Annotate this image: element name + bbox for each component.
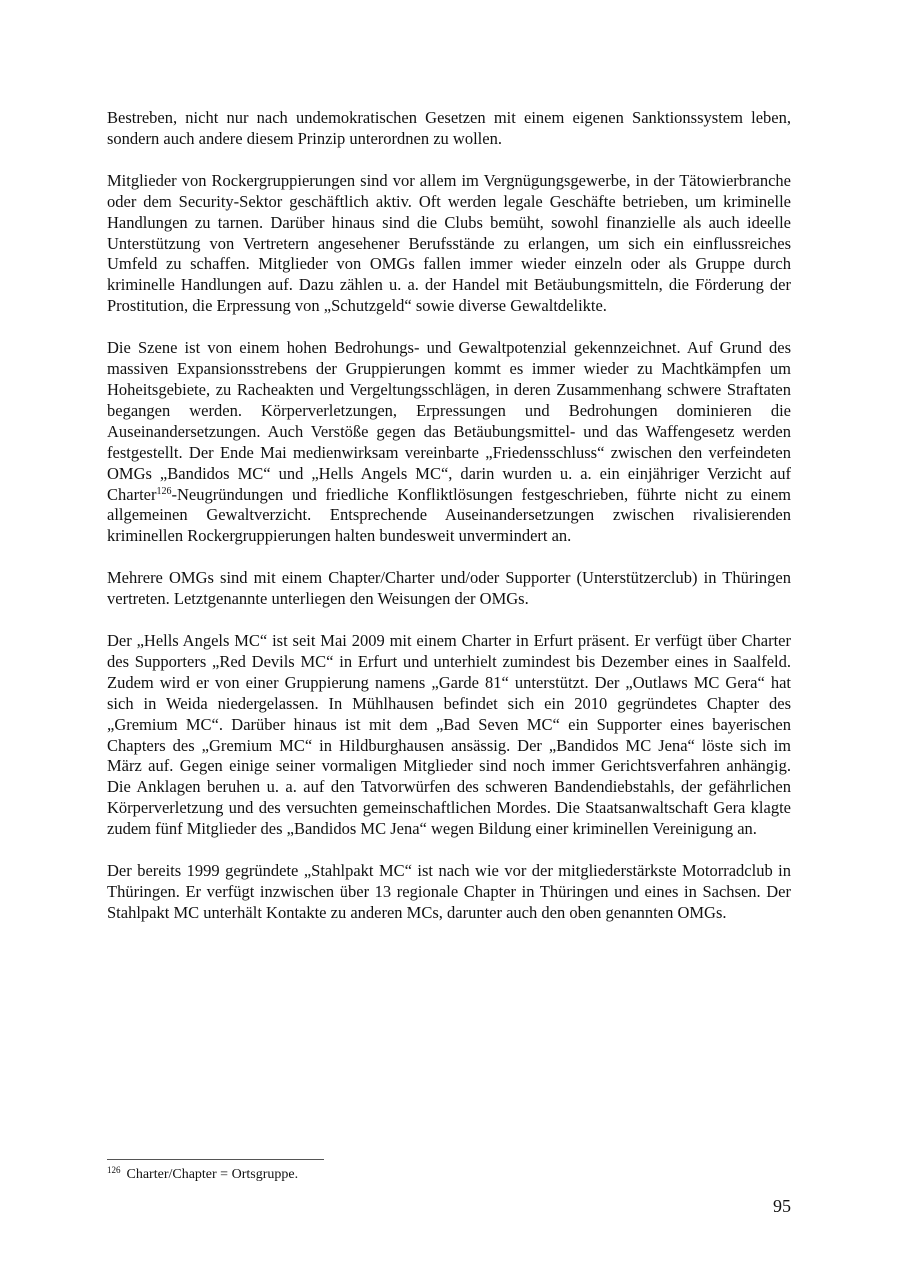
paragraph-6: Der bereits 1999 gegründete „Stahlpakt MC“ ist nach wie vor der mitgliederstärkste Motorradclub in Thüringen. Er verfügt inzwischen über 13 regionale Chapter in Thüringen und eines in Sachsen. Der Stahlpakt MC unterhält Kontakte zu anderen MCs, darunter auch den oben genannten OMGs. (107, 861, 791, 922)
footnote (107, 1166, 298, 1184)
paragraph-1: Bestreben, nicht nur nach undemokratischen Gesetzen mit einem eigenen Sanktionssystem leben, sondern auch andere diesem Prinzip unterordnen zu wollen. (107, 108, 791, 148)
paragraph-4: Mehrere OMGs sind mit einem Chapter/Charter und/oder Supporter (Unterstützerclub) in Thüringen vertreten. Letztgenannte unterliegen den Weisungen der OMGs. (107, 568, 791, 609)
footnote-text: Charter/Chapter = Ortsgruppe. (126, 1167, 299, 1182)
footnote-reference[interactable]: 126 (156, 485, 172, 497)
paragraph-3 (107, 338, 791, 547)
paragraph-3-text-before: Die Szene ist von einem hohen Bedrohungs- und Gewaltpotenzial gekennzeichnet. Auf Grund des massiven Expansionsstrebens der Gruppierungen kommt es immer wieder zu Machtkämpfen um Hoheitsgebiete, zu Racheakten und Vergeltungsschlägen, in deren Zusammenhang schwere Straftaten begangen werden. Körperverletzungen, Erpressungen und Bedrohungen dominieren die Auseinandersetzungen. Auch Verstöße gegen das Betäubungsmittel- und das Waffengesetz werden festgestellt. Der Ende Mai medienwirksam vereinbarte „Friedensschluss“ zwischen den verfeindeten OMGs „Bandidos MC“ und „Hells Angels MC“, darin wurden u. a. ein einjähriger Verzicht auf Charter (107, 338, 791, 504)
paragraph-5: Der „Hells Angels MC“ ist seit Mai 2009 mit einem Charter in Erfurt präsent. Er verfügt über Charter des Supporters „Red Devils MC“ in Erfurt und unterhielt zumindest bis Dezember eines in Saalfeld. Zudem wird er von einer Gruppierung namens „Garde 81“ unterstützt. Der „Outlaws MC Gera“ hat sich in Weida niedergelassen. In Mühlhausen befindet sich ein 2010 gegründetes Chapter des „Gremium MC“. Darüber hinaus ist mit dem „Bad Seven MC“ ein Supporter eines bayerischen Chapters des „Gremium MC“ in Hildburghausen ansässig. Der „Bandidos MC Jena“ löste sich im März auf. Gegen einige seiner vormaligen Mitglieder sind noch immer Gerichtsverfahren anhängig. Die Anklagen beruhen u. a. auf den Tatvorwürfen des schweren Bandendiebstahls, der gefährlichen Körperverletzung und des versuchten gemeinschaftlichen Mordes. Die Staatsanwaltschaft Gera klagte zudem fünf Mitglieder des „Bandidos MC Jena“ wegen Bildung einer kriminellen Vereinigung an. (107, 631, 791, 839)
footnote-divider (107, 1159, 324, 1160)
page-number: 95 (773, 1196, 791, 1216)
footnote-number: 126 (107, 1165, 121, 1175)
paragraph-2: Mitglieder von Rockergruppierungen sind vor allem im Vergnügungsgewerbe, in der Tätowierbranche oder dem Security-Sektor geschäftlich aktiv. Oft werden legale Geschäfte betrieben, um kriminelle Handlungen zu tarnen. Darüber hinaus sind die Clubs bemüht, sowohl finanzielle als auch ideelle Unterstützung von Vertretern angesehener Berufsstände zu erlangen, um sich ein einflussreiches Umfeld zu schaffen. Mitglieder von OMGs fallen immer wieder einzeln oder als Gruppe durch kriminelle Handlungen auf. Dazu zählen u. a. der Handel mit Betäubungsmitteln, die Förderung der Prostitution, die Erpressung von „Schutzgeld“ sowie diverse Gewaltdelikte. (107, 170, 791, 316)
paragraph-3-text-after: -Neugründungen und friedliche Konfliktlösungen festgeschrieben, führte nicht zu einem allgemeinen Gewaltverzicht. Entsprechende Auseinandersetzungen zwischen rivalisierenden kriminellen Rockergruppierungen halten bundesweit unvermindert an. (107, 484, 791, 546)
page-body (107, 108, 791, 945)
